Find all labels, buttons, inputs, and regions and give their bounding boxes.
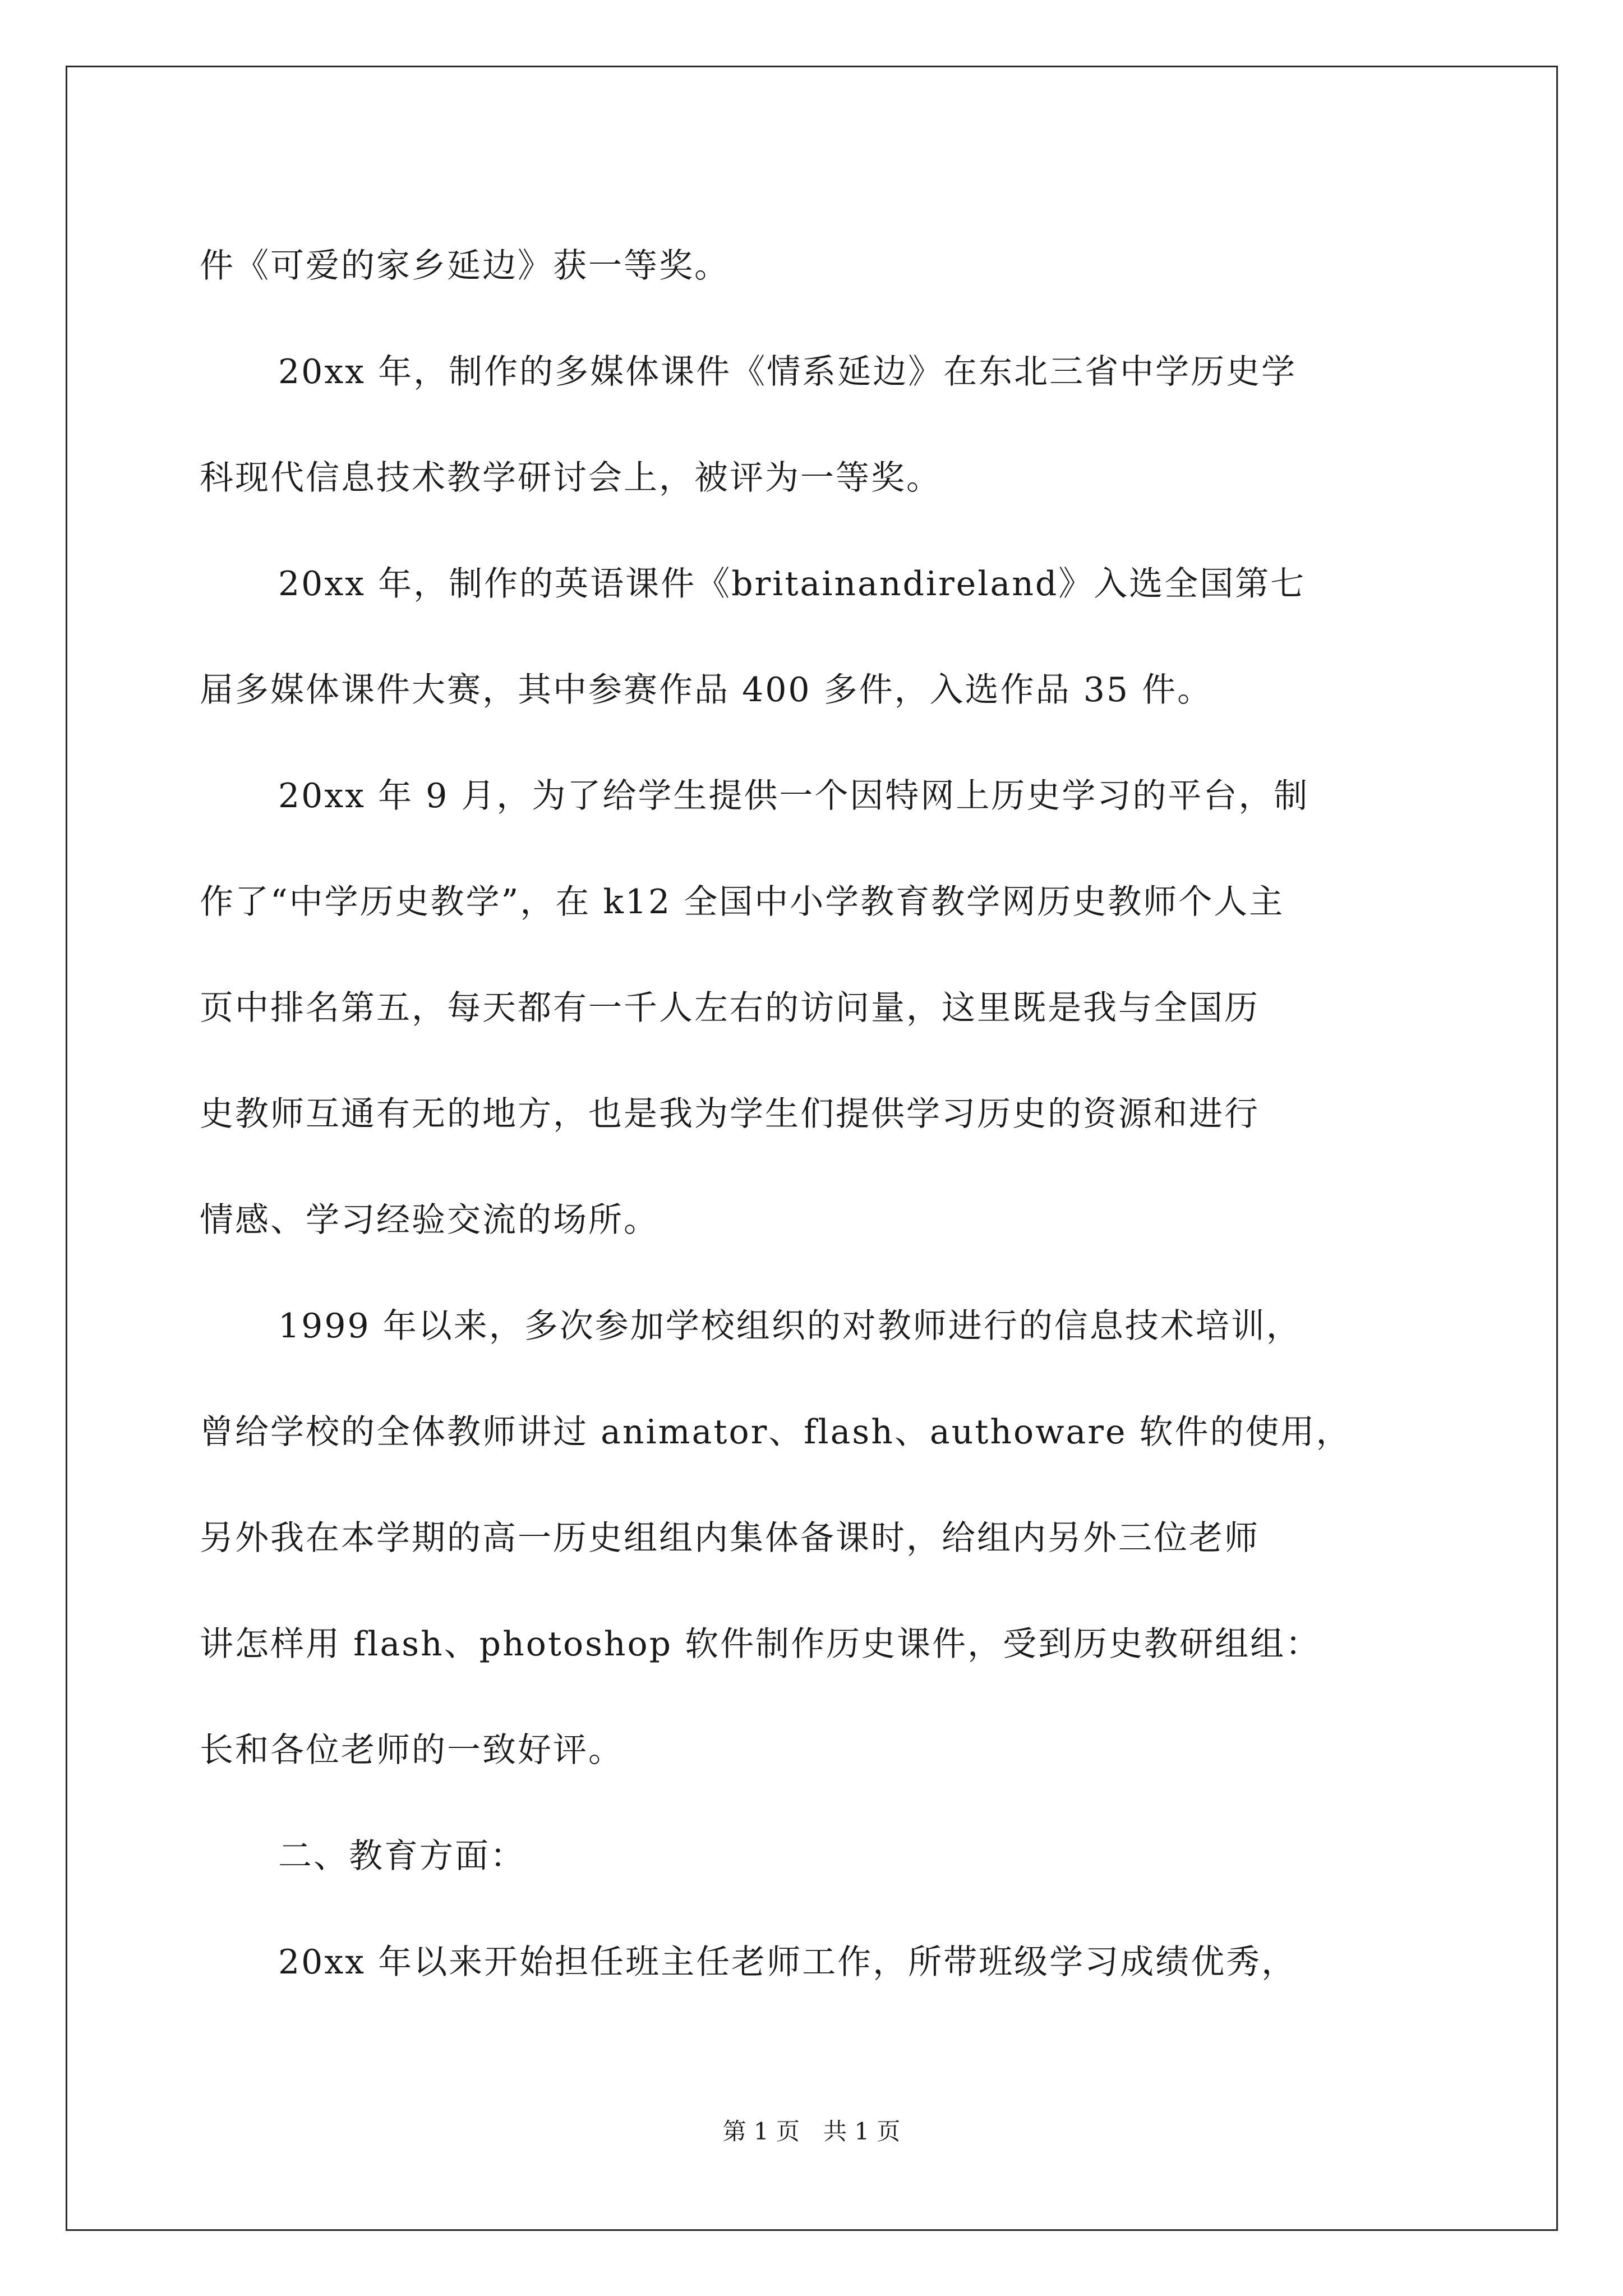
text-line: 20xx 年，制作的英语课件《britainandireland》入选全国第七 <box>278 564 1306 604</box>
text-line: 届多媒体课件大赛，其中参赛作品 400 多件，入选作品 35 件。 <box>200 670 1213 710</box>
text-line: 情感、学习经验交流的场所。 <box>200 1200 659 1240</box>
text-line: 科现代信息技术教学研讨会上，被评为一等奖。 <box>200 458 942 498</box>
text-line: 史教师互通有无的地方，也是我为学生们提供学习历史的资源和进行 <box>200 1094 1260 1134</box>
text-line: 曾给学校的全体教师讲过 animator、flash、authoware 软件的使用， <box>200 1412 1352 1452</box>
text-line: 讲怎样用 flash、photoshop 软件制作历史课件，受到历史教研组组： <box>200 1625 1321 1664</box>
text-line: 20xx 年 9 月，为了给学生提供一个因特网上历史学习的平台，制 <box>278 776 1310 816</box>
text-line: 另外我在本学期的高一历史组组内集体备课时，给组内另外三位老师 <box>200 1519 1260 1558</box>
section-heading: 二、教育方面： <box>278 1837 525 1876</box>
document-body <box>200 213 1425 2016</box>
text-line: 作了“中学历史教学”，在 k12 全国中小学教育教学网历史教师个人主 <box>200 882 1285 922</box>
page-footer: 第 1 页 共 1 页 <box>722 2118 901 2145</box>
text-line: 1999 年以来，多次参加学校组织的对教师进行的信息技术培训， <box>278 1306 1302 1346</box>
text-line: 20xx 年以来开始担任班主任老师工作，所带班级学习成绩优秀， <box>278 1943 1297 1982</box>
text-line: 页中排名第五，每天都有一千人左右的访问量，这里既是我与全国历 <box>200 988 1260 1028</box>
text-line: 件《可爱的家乡延边》获一等奖。 <box>200 246 730 286</box>
text-line: 长和各位老师的一致好评。 <box>200 1731 624 1770</box>
text-line: 20xx 年，制作的多媒体课件《情系延边》在东北三省中学历史学 <box>278 352 1297 392</box>
